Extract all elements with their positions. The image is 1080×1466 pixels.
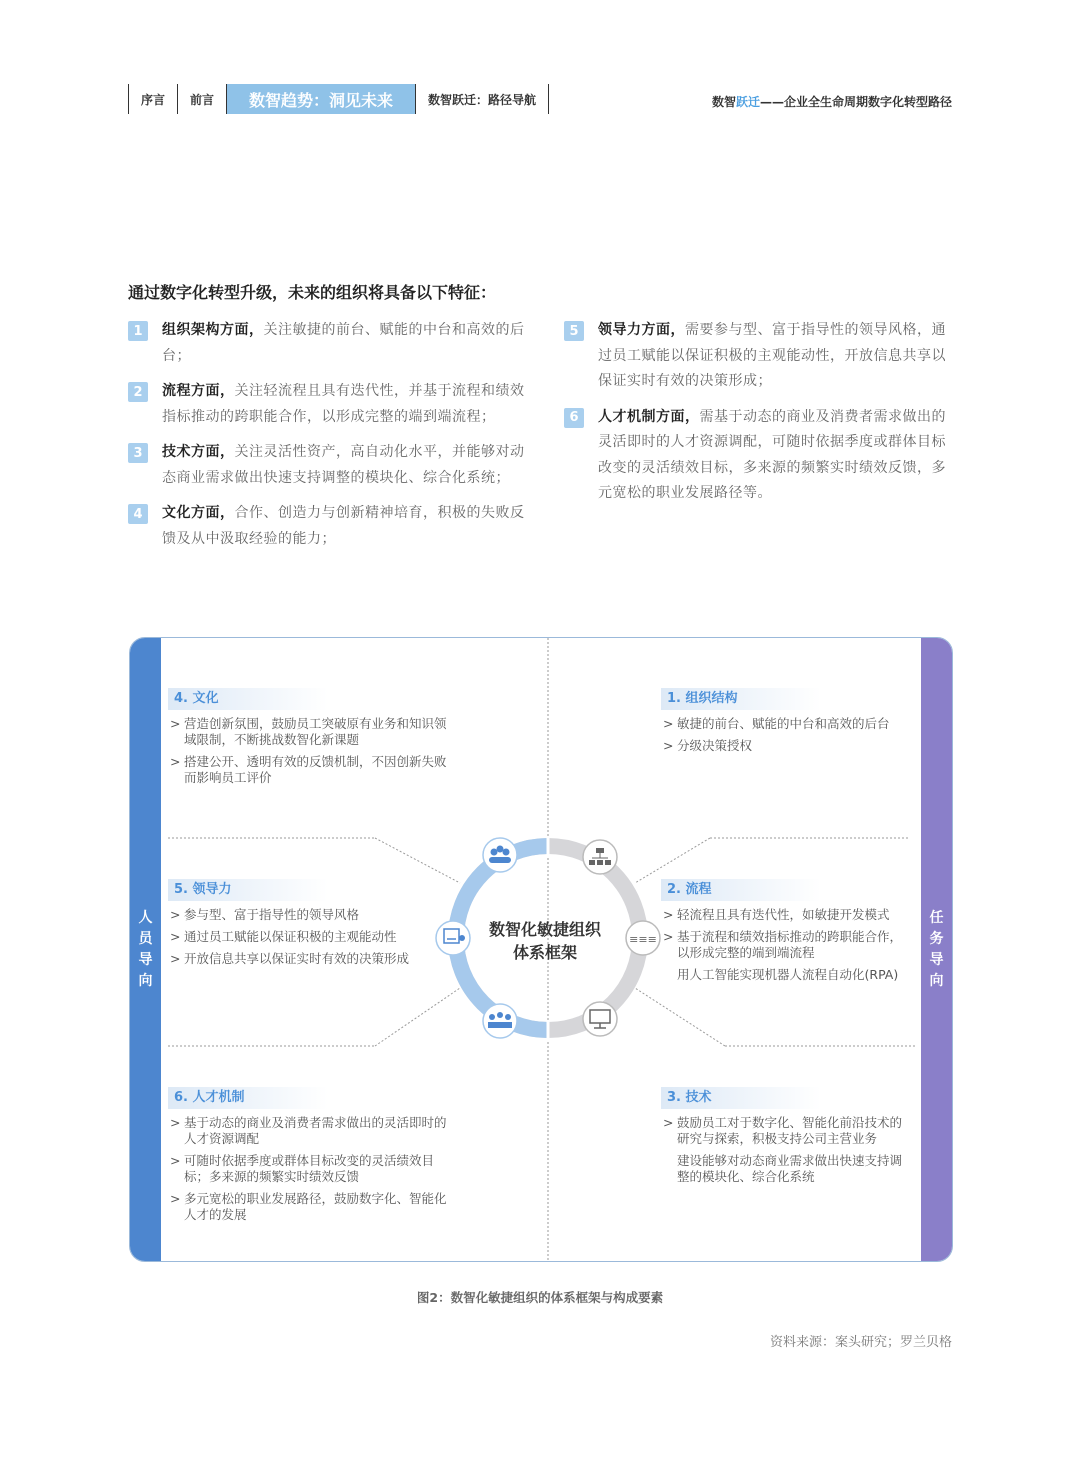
feature-number: 4 [128, 504, 148, 524]
brand-b: 跃迁 [735, 95, 760, 109]
feature-title: 文化方面， [162, 505, 235, 521]
nav-tab-path[interactable]: 数智跃迁：路径导航 [415, 84, 549, 114]
bar-char: 向 [138, 973, 153, 989]
block-talent [168, 1087, 448, 1229]
feature-number: 6 [564, 408, 584, 428]
block-item: > 基于动态的商业及消费者需求做出的灵活即时的人才资源调配 [168, 1115, 448, 1147]
feature-title: 人才机制方面， [598, 408, 700, 425]
nav-tab-trends[interactable]: 数智趋势：洞见未来 [226, 84, 415, 114]
block-item: > 基于流程和绩效指标推动的跨职能合作，以形成完整的端到端流程 [661, 929, 913, 961]
people-group-icon [483, 838, 517, 872]
block-item: 建设能够对动态商业需求做出快速支持调整的模块化、综合化系统 [677, 1153, 903, 1184]
feature-number: 3 [128, 443, 148, 463]
nav-tab-preface[interactable]: 序言 [128, 84, 177, 114]
block-process [661, 879, 913, 989]
framework-diagram [129, 637, 953, 1262]
feature-title: 组织架构方面， [162, 322, 264, 338]
feature-text: 关注敏捷的前台、赋能的中台和高效的后台； [162, 322, 525, 364]
bar-char: 员 [138, 931, 153, 947]
block-title: 1. 组织结构 [661, 688, 821, 710]
diagram-center-title [460, 918, 630, 964]
block-item: > 搭建公开、透明有效的反馈机制，不因创新失败而影响员工评价 [168, 754, 453, 786]
feature-text: 需要参与型、富于指导性的领导风格，通过员工赋能以保证积极的主观能动性，开放信息共享以保证实时有效的决策形成； [598, 322, 946, 389]
block-item: > 营造创新氛围，鼓励员工突破原有业务和知识领域限制，不断挑战数智化新课题 [168, 716, 453, 748]
block-item: > 分级决策授权 [661, 738, 913, 754]
bar-char: 任 [929, 910, 944, 926]
block-title: 5. 领导力 [168, 879, 328, 901]
center-line-1: 数智化敏捷组织 [488, 920, 601, 939]
feature-text: 需基于动态的商业及消费者需求做出的灵活即时的人才资源调配，可随时依据季度或群体目标改变的灵活绩效目标，多来源的频繁实时绩效反馈，多元宽松的职业发展路径等。 [598, 408, 946, 501]
block-item: > 轻流程且具有迭代性，如敏捷开发模式 [661, 907, 913, 923]
team-meeting-icon [483, 1004, 517, 1038]
feature-title: 领导力方面， [598, 322, 685, 338]
feature-number: 5 [564, 321, 584, 341]
intro-heading: 通过数字化转型升级，未来的组织将具备以下特征： [128, 283, 497, 302]
feature-number: 2 [128, 382, 148, 402]
feature-item [128, 501, 528, 552]
feature-item [564, 318, 956, 395]
block-item: > 鼓励员工对于数字化、智能化前沿技术的研究与探索，积极支持公司主营业务 [661, 1115, 913, 1147]
block-item: > 开放信息共享以保证实时有效的决策形成 [168, 951, 418, 967]
block-item: > 多元宽松的职业发展路径，鼓励数字化、智能化人才的发展 [168, 1191, 448, 1223]
center-line-2: 体系框架 [512, 943, 577, 962]
feature-number: 1 [128, 321, 148, 341]
block-title: 6. 人才机制 [168, 1087, 328, 1109]
block-title: 2. 流程 [661, 879, 821, 901]
divider-left-bottom-diag [375, 988, 460, 1046]
block-item: 用人工智能实现机器人流程自动化(RPA) [677, 967, 899, 982]
brand-a: 数智 [711, 95, 736, 109]
feature-title: 技术方面， [162, 444, 235, 460]
feature-item [564, 405, 956, 507]
process-icon [626, 921, 660, 955]
brand-c: ——企业全生命周期数字化转型路径 [759, 95, 952, 109]
bar-char: 向 [929, 973, 944, 989]
svg-text:≡≡≡: ≡≡≡ [629, 933, 657, 946]
source-note: 资料来源：案头研究；罗兰贝格 [769, 1335, 952, 1350]
feature-list-left [128, 318, 528, 562]
nav-tab-foreword[interactable]: 前言 [177, 84, 226, 114]
bar-char: 导 [138, 952, 153, 968]
block-item: > 参与型、富于指导性的领导风格 [168, 907, 418, 923]
feature-text: 关注轻流程且具有迭代性，并基于流程和绩效指标推动的跨职能合作，以形成完整的端到端流程； [162, 383, 525, 425]
feature-item [128, 318, 528, 369]
block-title: 3. 技术 [661, 1087, 821, 1109]
divider-right-bottom-diag [635, 988, 725, 1046]
feature-item [128, 440, 528, 491]
feature-list-right [564, 318, 956, 517]
block-item: > 通过员工赋能以保证积极的主观能动性 [168, 929, 418, 945]
block-technology [661, 1087, 913, 1191]
feature-title: 流程方面， [162, 383, 235, 399]
block-item: > 可随时依据季度或群体目标改变的灵活绩效目标；多来源的频繁实时绩效反馈 [168, 1153, 448, 1185]
block-leadership [168, 879, 418, 973]
task-oriented-bar [921, 638, 952, 1261]
block-item: > 敏捷的前台、赋能的中台和高效的后台 [661, 716, 913, 732]
divider-left-top-diag [375, 838, 460, 883]
block-title: 4. 文化 [168, 688, 328, 710]
section-nav [128, 84, 549, 114]
feature-text: 关注灵活性资产，高自动化水平，并能够对动态商业需求做出快速支持调整的模块化、综合化系统； [162, 444, 525, 486]
bar-char: 务 [929, 931, 944, 947]
block-org-structure [661, 688, 913, 760]
document-title [712, 93, 952, 110]
bar-char: 导 [929, 952, 944, 968]
feature-item [128, 379, 528, 430]
block-culture [168, 688, 453, 792]
bar-char: 人 [138, 910, 153, 926]
monitor-icon [583, 1002, 617, 1036]
people-oriented-bar [130, 638, 161, 1261]
figure-caption: 图2：数智化敏捷组织的体系框架与构成要素 [416, 1290, 664, 1305]
org-chart-icon [583, 840, 617, 874]
divider-right-top-diag [635, 838, 710, 883]
feature-text: 合作、创造力与创新精神培育，积极的失败反馈及从中汲取经验的能力； [162, 505, 525, 547]
